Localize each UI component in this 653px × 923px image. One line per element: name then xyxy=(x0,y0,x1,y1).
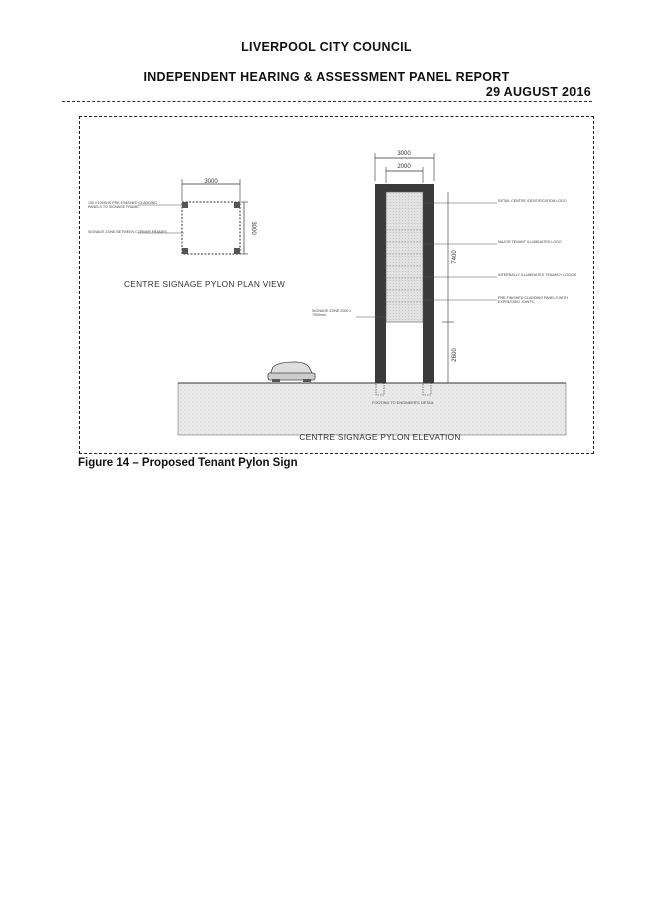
pylon-right-column xyxy=(423,184,434,383)
plan-depth-dim: 3000 xyxy=(250,221,256,235)
council-name: LIVERPOOL CITY COUNCIL xyxy=(241,40,412,54)
plan-corner-post xyxy=(182,202,188,208)
plan-view xyxy=(88,179,285,289)
upper-height-dim: 7400 xyxy=(452,250,458,264)
ground-hatch xyxy=(178,383,566,435)
pylon-drawing xyxy=(80,117,595,455)
plan-note-frame: 100 x 100SHS PRE-FINISHED CLADDING PANELS TO SIGNAGE FRAME xyxy=(88,201,158,210)
note-tenancy-logos: INTERNALLY ILLUMINATED TENANCY LOGOS xyxy=(498,273,577,277)
figure-frame xyxy=(79,116,594,454)
plan-corner-post xyxy=(234,202,240,208)
plan-outline xyxy=(182,202,240,254)
plan-corner-post xyxy=(182,248,188,254)
lower-height-dim: 2600 xyxy=(452,348,458,362)
pylon-elevation xyxy=(312,151,588,383)
report-title: INDEPENDENT HEARING & ASSESSMENT PANEL REPORT xyxy=(143,70,510,84)
note-major-tenant: MAJOR TENANT ILLUMINATED LOGO xyxy=(498,240,562,244)
figure-caption: Figure 14 – Proposed Tenant Pylon Sign xyxy=(78,457,298,469)
note-cladding: PRE-FINISHED CLADDING PANELS WITH EXPRESSED JOINTS xyxy=(498,296,569,305)
pylon-top-cap xyxy=(375,184,434,192)
note-centre-logo: RETAIL CENTRE IDENTIFICATION LOGO xyxy=(498,199,567,203)
plan-view-title: CENTRE SIGNAGE PYLON PLAN VIEW xyxy=(124,279,286,289)
header-rule xyxy=(62,101,592,102)
ground xyxy=(178,383,566,442)
pylon-left-column xyxy=(375,184,386,383)
footing-note: FOOTING TO ENGINEER'S DETAIL xyxy=(372,401,434,405)
plan-corner-post xyxy=(234,248,240,254)
report-date: 29 AUGUST 2016 xyxy=(485,85,591,99)
note-signage-zone: SIGNAGE ZONE 2000 x 7000mm xyxy=(312,309,352,318)
plan-width-dim: 3000 xyxy=(204,179,218,185)
car-icon xyxy=(268,362,315,382)
pylon-sign-panel xyxy=(386,192,423,322)
sign-width-dim: 2000 xyxy=(397,164,411,170)
elevation-title: CENTRE SIGNAGE PYLON ELEVATION xyxy=(299,432,461,442)
plan-note-zone: SIGNAGE ZONE BETWEEN CORNER FRAMES xyxy=(88,230,167,234)
overall-width-dim: 3000 xyxy=(397,151,411,157)
